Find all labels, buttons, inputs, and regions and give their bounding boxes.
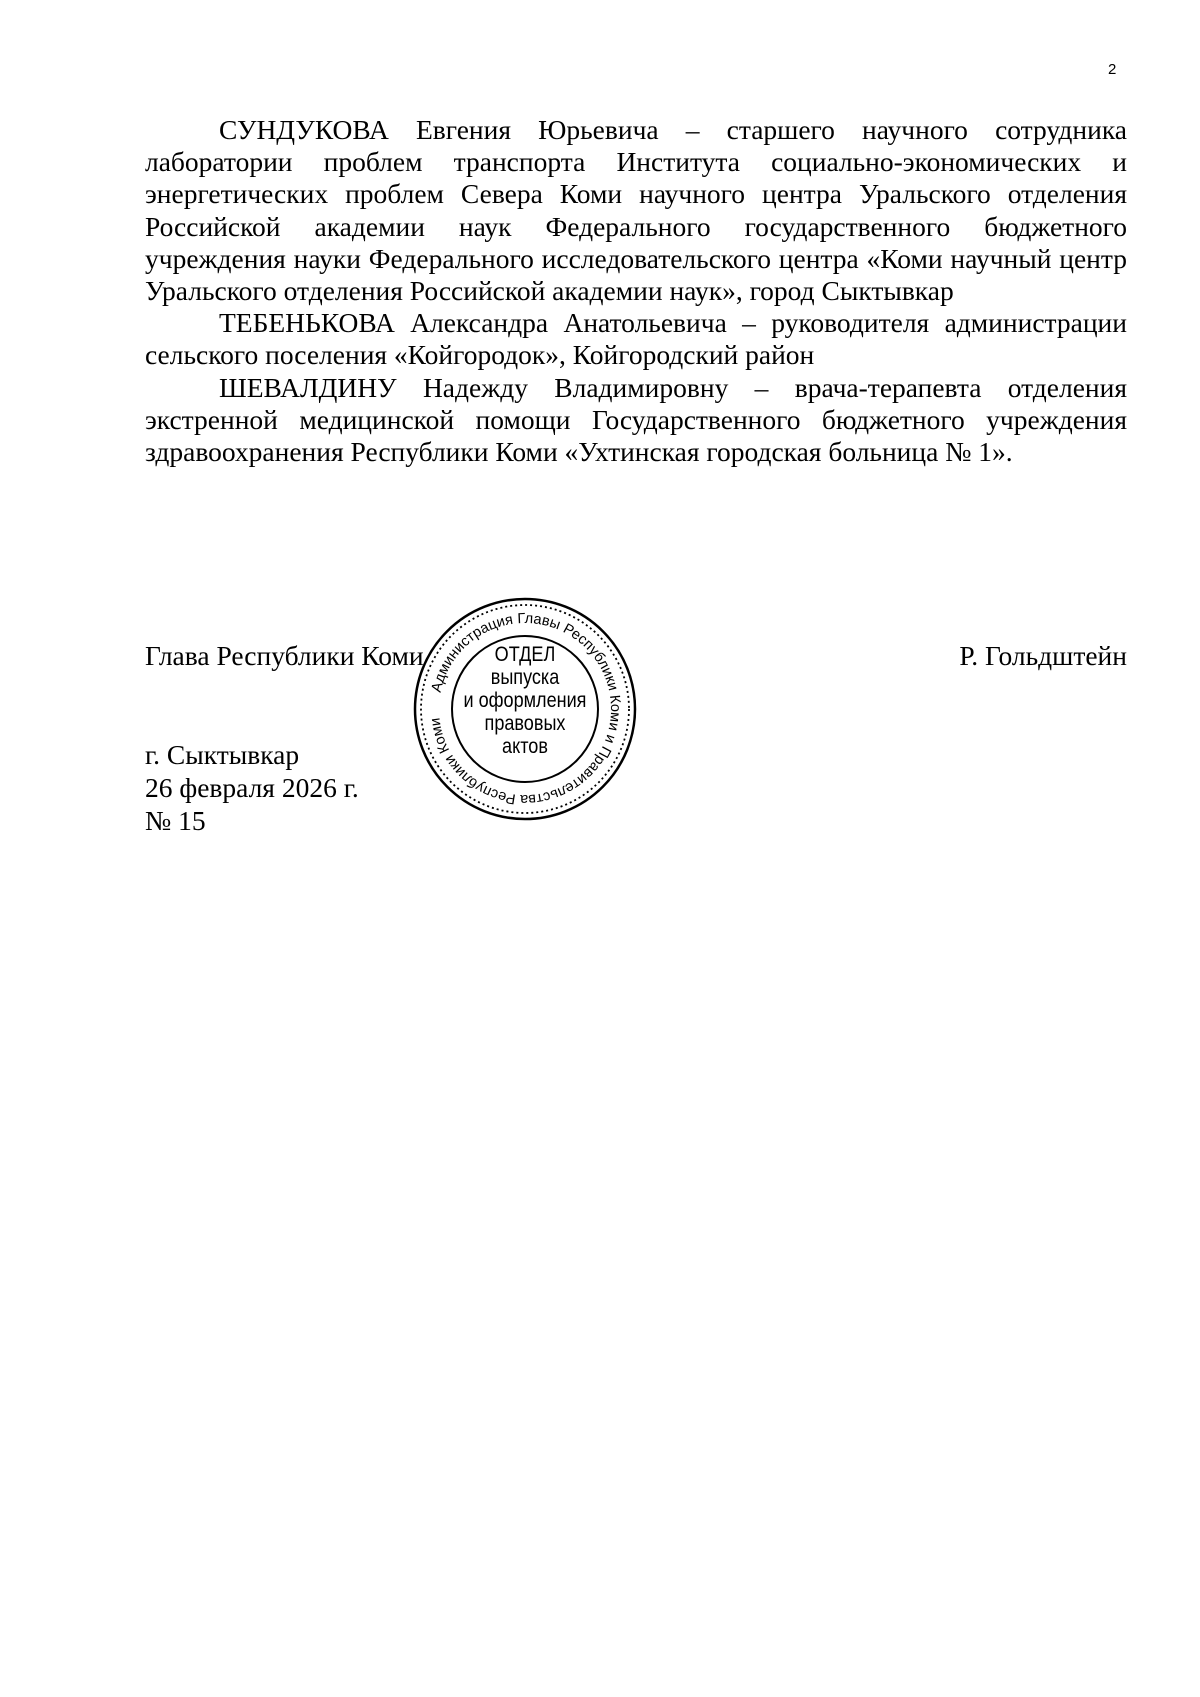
stamp-line-formatting: и оформления [463,689,587,712]
issue-details [145,738,359,837]
stamp-line-acts: актов [502,735,548,758]
paragraph-sundukov: СУНДУКОВА Евгения Юрьевича – старшего научного сотрудника лаборатории проблем транспорта Института социально-экономических и энергетических проблем Севера Коми научного центра Уральского отделения Российской академии наук Федерального государственного бюджетного учреждения науки Федерального исследовательского центра «Коми научный центр Уральского отделения Российской академии наук», город Сыктывкар [145,114,1127,307]
official-stamp [412,596,638,822]
stamp-line-department: ОТДЕЛ [494,643,556,666]
stamp-line-issue: выпуска [490,666,560,689]
signer-title: Глава Республики Коми [145,640,424,671]
paragraph-shevaldina: ШЕВАЛДИНУ Надежду Владимировну – врача-терапевта отделения экстренной медицинской помощи Государственного бюджетного учреждения здравоохранения Республики Коми «Ухтинская городская больница № 1». [145,371,1127,468]
paragraph-tebenkov: ТЕБЕНЬКОВА Александра Анатольевича – руководителя администрации сельского поселения «Койгородок», Койгородский район [145,307,1127,371]
issue-number: № 15 [145,805,206,836]
stamp-center-text [461,643,590,758]
issue-date: 26 февраля 2026 г. [145,772,359,803]
page-number: 2 [1108,61,1117,78]
signer-name: Р. Гольдштейн [959,640,1127,671]
issue-city: г. Сыктывкар [145,739,300,770]
stamp-ring-text: Администрация Главы Республики Коми и Правительства Республики Коми [427,610,624,808]
document-body [145,114,1127,468]
stamp-line-legal: правовых [484,712,566,735]
